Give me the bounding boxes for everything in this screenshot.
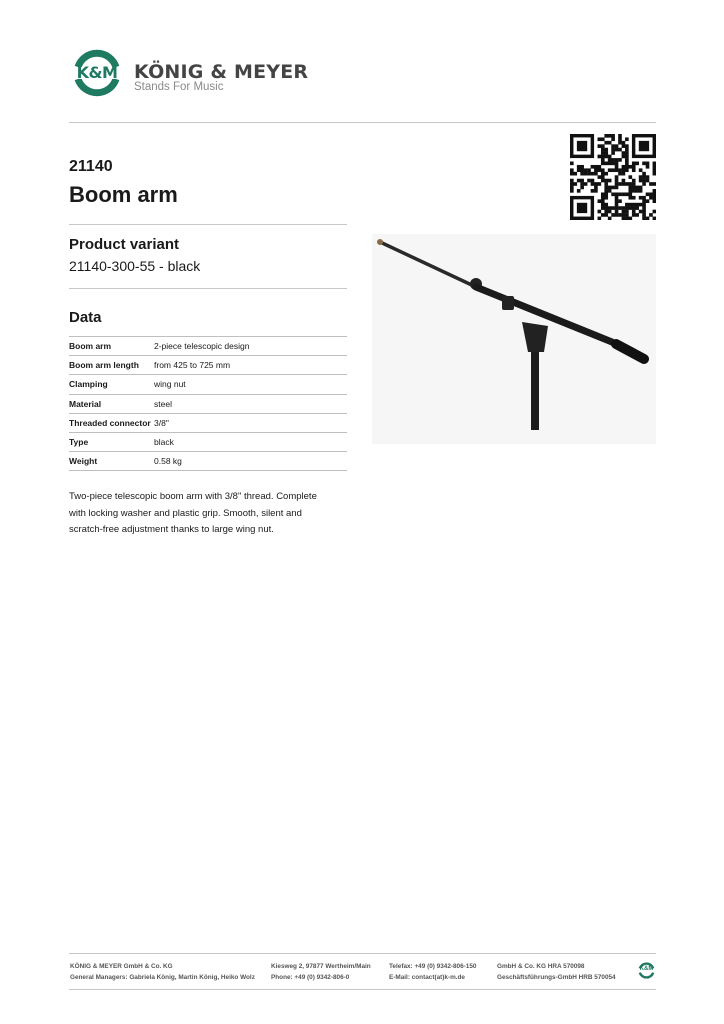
row-value: steel [154,394,347,413]
row-key: Clamping [69,375,154,394]
row-value: black [154,432,347,451]
variant-divider [69,288,347,289]
header-divider [69,122,656,123]
product-title: Boom arm [69,182,178,207]
product-description [69,489,334,539]
footer-col-company [70,961,255,983]
plastic-grip [616,344,644,359]
locking-washer [502,296,514,310]
description-line: with locking washer and plastic grip. Smooth, silent and [69,507,302,519]
footer-text: Kiesweg 2, 97877 Wertheim/Main [271,963,371,970]
table-row [69,432,347,451]
footer-text: KÖNIG & MEYER GmbH & Co. KG [70,963,173,970]
row-key: Material [69,394,154,413]
footer-divider-top [69,953,656,954]
brand-name: KÖNIG & MEYER [134,61,309,83]
table-row [69,394,347,413]
row-key: Boom arm length [69,356,154,375]
qr-code-icon [570,134,656,220]
data-table [69,336,347,471]
row-value: 2-piece telescopic design [154,337,347,356]
row-value: wing nut [154,375,347,394]
brand-tagline: Stands For Music [134,81,224,93]
table-row [69,413,347,432]
table-row [69,356,347,375]
footer-text: GmbH & Co. KG HRA 570098 [497,963,585,970]
data-heading: Data [69,309,102,326]
table-row [69,375,347,394]
row-key: Boom arm [69,337,154,356]
brand-logo [70,46,124,100]
description-line: scratch-free adjustment thanks to large wing nut. [69,524,274,535]
footer-divider-bottom [69,989,656,990]
footer-text: Geschäftsführungs-GmbH HRB 570054 [497,974,616,981]
title-divider [69,224,347,225]
boom-inner-tube [380,242,476,287]
product-photo [372,234,656,444]
clamp-block [522,322,548,352]
footer-logo [637,961,656,980]
row-value: 0.58 kg [154,452,347,471]
footer-text: Telefax: +49 (0) 9342-806-150 [389,963,477,970]
table-row [69,337,347,356]
footer-col-register [497,961,616,983]
stand-tube [531,350,539,430]
qr-code [570,134,656,220]
footer-text: E-Mail: contact(at)k-m.de [389,974,465,981]
row-value: from 425 to 725 mm [154,356,347,375]
footer-text: General Managers: Gabriela König, Martin König, Heiko Wolz [70,974,255,981]
description-line: Two-piece telescopic boom arm with 3/8" thread. Complete [69,491,317,502]
article-number: 21140 [69,158,113,175]
row-key: Type [69,432,154,451]
footer-logo-text: K&M [639,966,654,972]
thread-tip [377,239,383,245]
row-key: Threaded connector [69,413,154,432]
row-value: 3/8" [154,413,347,432]
footer-text: Phone: +49 (0) 9342-806-0 [271,974,350,981]
variant-heading: Product variant [69,236,180,253]
variant-value: 21140-300-55 - black [69,258,201,274]
footer-col-contact [389,961,476,983]
row-key: Weight [69,452,154,471]
table-row [69,452,347,471]
boom-arm-icon [372,234,656,444]
footer-col-address [271,961,371,983]
logo-text: K&M [76,63,118,82]
